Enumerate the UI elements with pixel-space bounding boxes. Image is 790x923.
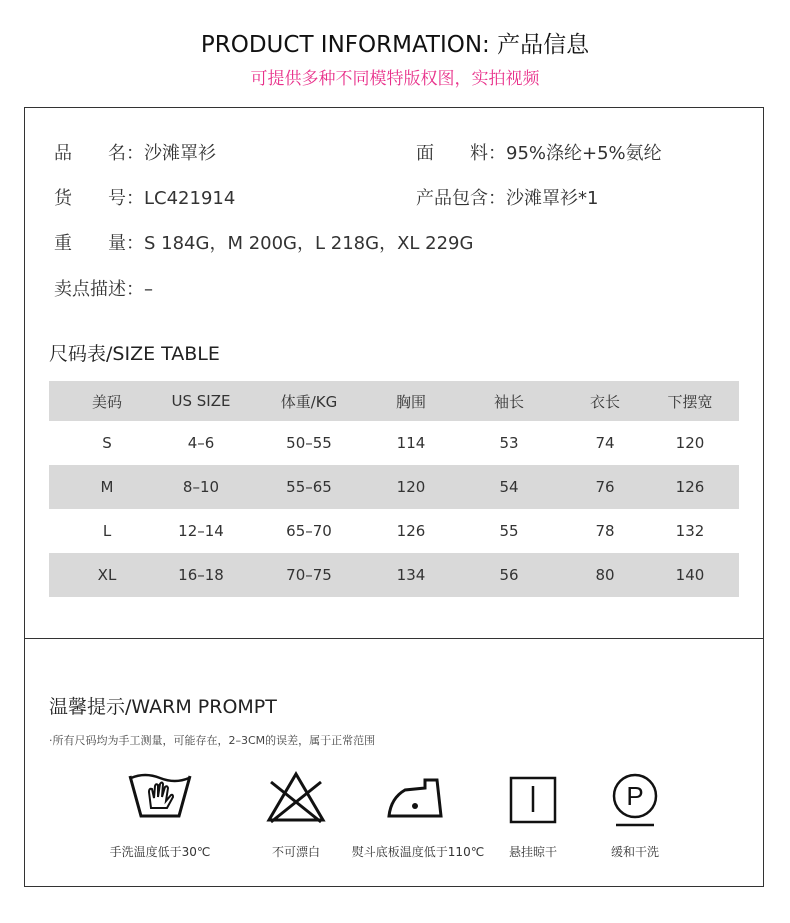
header-cell: 美码	[91, 392, 122, 411]
warm-prompt-note: ·所有尺码均为手工测量，可能存在，2–3CM的误差，属于正常范围	[49, 734, 376, 747]
dry-clean-label: 缓和干洗	[610, 845, 659, 859]
header-cell: 袖长	[493, 392, 524, 411]
page-title: PRODUCT INFORMATION: 产品信息	[200, 32, 590, 58]
size-table-title: 尺码表/SIZE TABLE	[49, 343, 220, 365]
table-cell: 140	[675, 566, 705, 584]
header-cell: 胸围	[395, 392, 426, 411]
table-cell: 16–18	[178, 566, 224, 584]
warm-prompt-title: 温馨提示/WARM PROMPT	[49, 696, 277, 718]
info-package-label: 产品包含：	[416, 188, 506, 209]
info-material-value: 95%涤纶+5%氨纶	[506, 143, 662, 164]
table-cell: 50–55	[286, 434, 332, 452]
info-item-no-value: LC421914	[144, 188, 236, 209]
info-selling-label: 卖点描述：	[54, 279, 144, 300]
table-row	[49, 421, 739, 465]
table-cell: 120	[396, 478, 426, 496]
info-selling-value: –	[144, 279, 153, 300]
hang-dry-label: 悬挂晾干	[508, 845, 557, 859]
info-item-no-row	[54, 184, 235, 210]
table-cell: 126	[675, 478, 705, 496]
table-cell: 54	[499, 478, 519, 496]
table-cell: 126	[396, 522, 426, 540]
table-cell: M	[100, 478, 114, 496]
table-cell: 56	[499, 566, 519, 584]
info-item-no-label: 货 号：	[54, 188, 144, 209]
table-cell: 120	[675, 434, 705, 452]
table-cell: 55	[499, 522, 519, 540]
table-cell: XL	[97, 566, 117, 584]
table-row	[49, 465, 739, 509]
table-cell: 132	[675, 522, 705, 540]
table-cell: 70–75	[286, 566, 332, 584]
svg-text:P: P	[626, 781, 644, 811]
table-cell: 12–14	[178, 522, 224, 540]
table-cell: 74	[595, 434, 615, 452]
size-table-header	[49, 381, 739, 421]
header-cell: 下摆宽	[667, 392, 713, 411]
table-cell: 134	[396, 566, 426, 584]
info-package-value: 沙滩罩衫*1	[506, 188, 599, 209]
info-material-row	[416, 139, 662, 165]
table-cell: L	[102, 522, 112, 540]
table-cell: 80	[595, 566, 615, 584]
hand-wash-label: 手洗温度低于30℃	[109, 845, 211, 859]
info-weight-row	[54, 229, 473, 255]
section-divider	[24, 638, 764, 639]
header-cell: 体重/KG	[280, 392, 338, 411]
no-bleach-icon	[226, 768, 366, 828]
hand-wash-icon	[90, 768, 230, 828]
info-name-row	[54, 139, 216, 165]
table-cell: S	[102, 434, 112, 452]
header-cell: 衣长	[589, 392, 620, 411]
info-material-label: 面 料：	[416, 143, 506, 164]
table-cell: 65–70	[286, 522, 332, 540]
no-bleach-label: 不可漂白	[271, 845, 320, 859]
table-cell: 78	[595, 522, 615, 540]
table-cell: 114	[396, 434, 426, 452]
iron-label: 熨斗底板温度低于110℃	[351, 845, 485, 859]
info-name-value: 沙滩罩衫	[144, 143, 216, 164]
page-subtitle: 可提供多种不同模特版权图，实拍视频	[250, 69, 540, 89]
table-cell: 4–6	[187, 434, 215, 452]
table-row	[49, 553, 739, 597]
dry-clean-p-icon	[565, 768, 705, 828]
table-cell: 8–10	[182, 478, 220, 496]
header-cell: US SIZE	[171, 392, 231, 410]
table-cell: 55–65	[286, 478, 332, 496]
table-cell: 53	[499, 434, 519, 452]
info-weight-value: S 184G，M 200G，L 218G，XL 229G	[144, 233, 474, 254]
info-name-label: 品 名：	[54, 143, 144, 164]
table-row	[49, 509, 739, 553]
info-package-row	[416, 184, 598, 210]
info-selling-row	[54, 275, 153, 301]
table-cell: 76	[595, 478, 615, 496]
info-weight-label: 重 量：	[54, 233, 144, 254]
size-table	[49, 381, 739, 597]
